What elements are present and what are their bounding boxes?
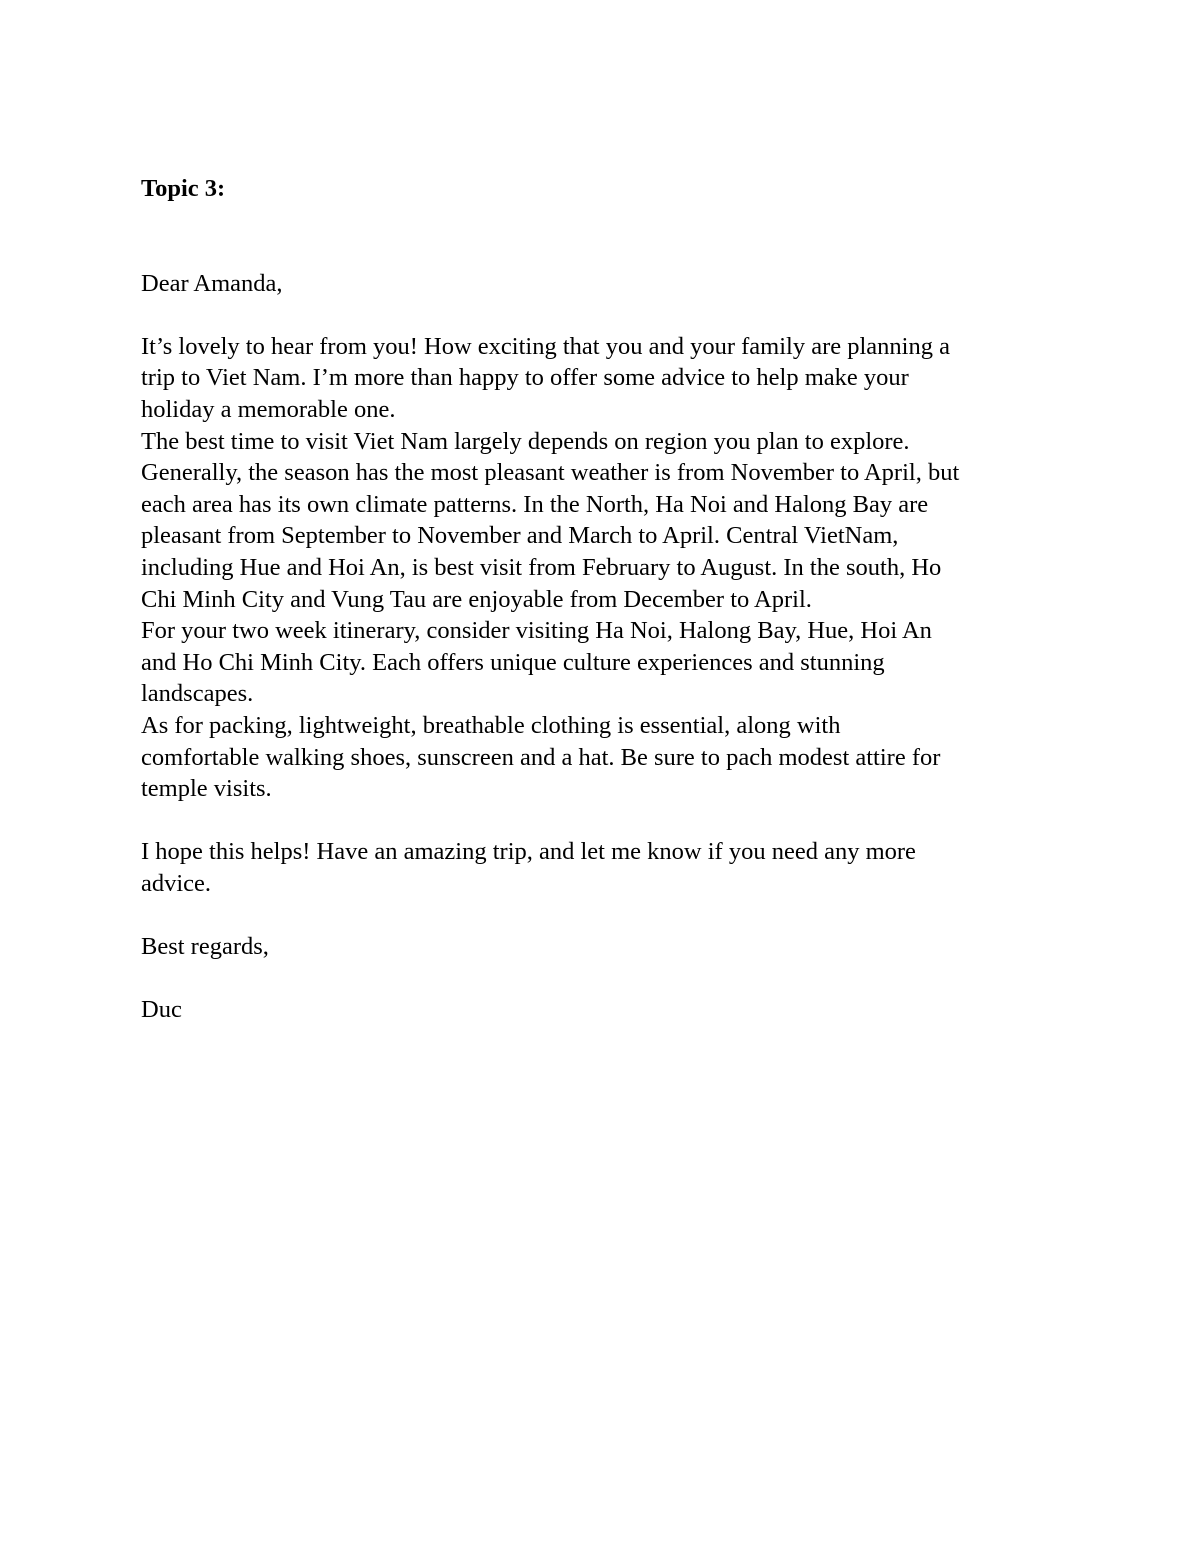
- text-line: comfortable walking shoes, sunscreen and a hat. Be sure to pach modest attire for: [141, 743, 941, 771]
- paragraph-best-time: [141, 426, 1071, 616]
- spacer: [141, 899, 1071, 931]
- text-line: trip to Viet Nam. I’m more than happy to offer some advice to help make your: [141, 364, 909, 392]
- sign-off: Best regards,: [141, 933, 269, 961]
- text-line: and Ho Chi Minh City. Each offers unique culture experiences and stunning: [141, 648, 885, 676]
- text-line: As for packing, lightweight, breathable clothing is essential, along with: [141, 711, 841, 739]
- text-line: pleasant from September to November and March to April. Central VietNam,: [141, 522, 899, 550]
- letter-greeting: Dear Amanda,: [141, 269, 283, 297]
- paragraph-intro: [141, 331, 1071, 426]
- text-line: The best time to visit Viet Nam largely depends on region you plan to explore.: [141, 427, 910, 455]
- spacer: [141, 805, 1071, 837]
- letter-body: [141, 173, 1071, 1026]
- text-line: For your two week itinerary, consider visiting Ha Noi, Halong Bay, Hue, Hoi An: [141, 617, 932, 645]
- text-line: each area has its own climate patterns. In the North, Ha Noi and Halong Bay are: [141, 490, 929, 518]
- text-line: It’s lovely to hear from you! How exciting that you and your family are planning a: [141, 332, 950, 360]
- text-line: advice.: [141, 869, 212, 897]
- text-line: holiday a memorable one.: [141, 395, 396, 423]
- paragraph-itinerary: [141, 615, 1071, 710]
- text-line: Chi Minh City and Vung Tau are enjoyable from December to April.: [141, 585, 812, 613]
- spacer: [141, 299, 1071, 331]
- text-line: Generally, the season has the most pleasant weather is from November to April, but: [141, 459, 960, 487]
- text-line: I hope this helps! Have an amazing trip, and let me know if you need any more: [141, 838, 916, 866]
- paragraph-packing: [141, 710, 1071, 805]
- paragraph-closing: [141, 836, 1071, 899]
- text-line: temple visits.: [141, 775, 272, 803]
- signature: Duc: [141, 996, 182, 1024]
- text-line: landscapes.: [141, 680, 254, 708]
- spacer: [141, 963, 1071, 995]
- text-line: including Hue and Hoi An, is best visit from February to August. In the south, Ho: [141, 553, 942, 581]
- document-title: Topic 3:: [141, 175, 226, 202]
